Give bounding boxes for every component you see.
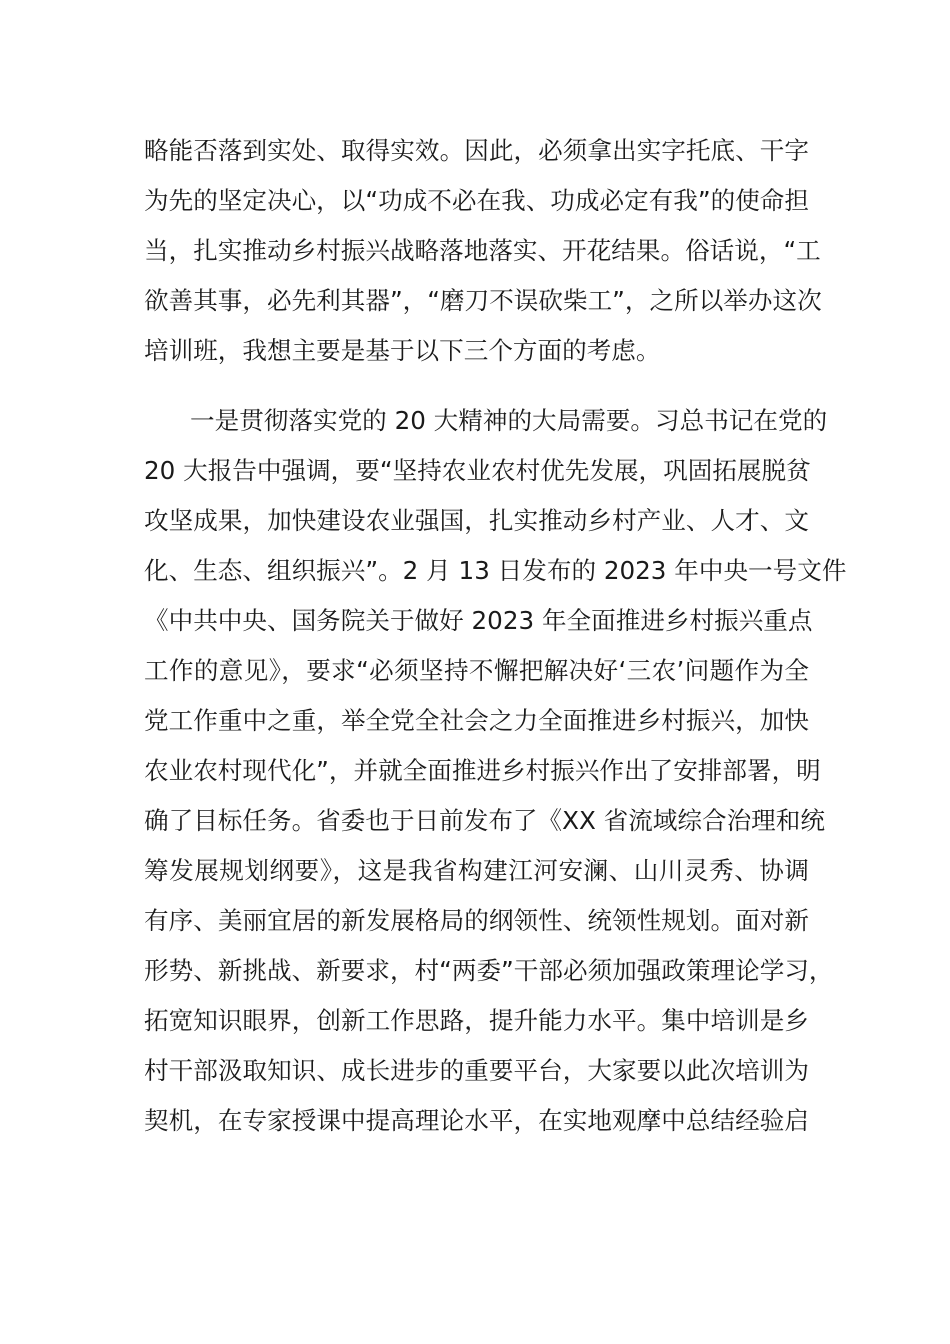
paragraph-line: 一是贯彻落实党的 20 大精神的大局需要。习总书记在党的 [190, 406, 828, 435]
paragraph-1 [144, 126, 822, 376]
paragraph-line: 拓宽知识眼界，创新工作思路，提升能力水平。集中培训是乡 [144, 1006, 809, 1035]
paragraph-line: 培训班，我想主要是基于以下三个方面的考虑。 [144, 336, 661, 365]
paragraph-line: 村干部汲取知识、成长进步的重要平台，大家要以此次培训为 [144, 1056, 809, 1085]
paragraph-line: 略能否落到实处、取得实效。因此，必须拿出实字托底、干字 [144, 136, 809, 165]
paragraph-line: 20 大报告中强调，要“坚持农业农村优先发展，巩固拓展脱贫 [144, 456, 811, 485]
paragraph-line: 欲善其事，必先利其器”，“磨刀不误砍柴工”，之所以举办这次 [144, 286, 822, 315]
paragraph-line: 攻坚成果，加快建设农业强国，扎实推动乡村产业、人才、文 [144, 506, 809, 535]
paragraph-line: 形势、新挑战、新要求，村“两委”干部必须加强政策理论学习， [144, 956, 834, 985]
paragraph-2 [144, 396, 847, 1146]
paragraph-line: 工作的意见》，要求“必须坚持不懈把解决好‘三农’问题作为全 [144, 656, 809, 685]
paragraph-line: 确了目标任务。省委也于日前发布了《XX 省流域综合治理和统 [144, 806, 825, 835]
paragraph-line: 当，扎实推动乡村振兴战略落地落实、开花结果。俗话说，“工 [144, 236, 821, 265]
paragraph-line: 契机，在专家授课中提高理论水平，在实地观摩中总结经验启 [144, 1106, 809, 1135]
paragraph-line: 《中共中央、国务院关于做好 2023 年全面推进乡村振兴重点 [144, 606, 813, 635]
paragraph-line: 有序、美丽宜居的新发展格局的纲领性、统领性规划。面对新 [144, 906, 809, 935]
paragraph-line: 为先的坚定决心，以“功成不必在我、功成必定有我”的使命担 [144, 186, 809, 215]
paragraph-line: 筹发展规划纲要》，这是我省构建江河安澜、山川灵秀、协调 [144, 856, 809, 885]
paragraph-line: 农业农村现代化”，并就全面推进乡村振兴作出了安排部署，明 [144, 756, 821, 785]
paragraph-line: 党工作重中之重，举全党全社会之力全面推进乡村振兴，加快 [144, 706, 809, 735]
paragraph-line: 化、生态、组织振兴”。2 月 13 日发布的 2023 年中央一号文件 [144, 556, 847, 585]
